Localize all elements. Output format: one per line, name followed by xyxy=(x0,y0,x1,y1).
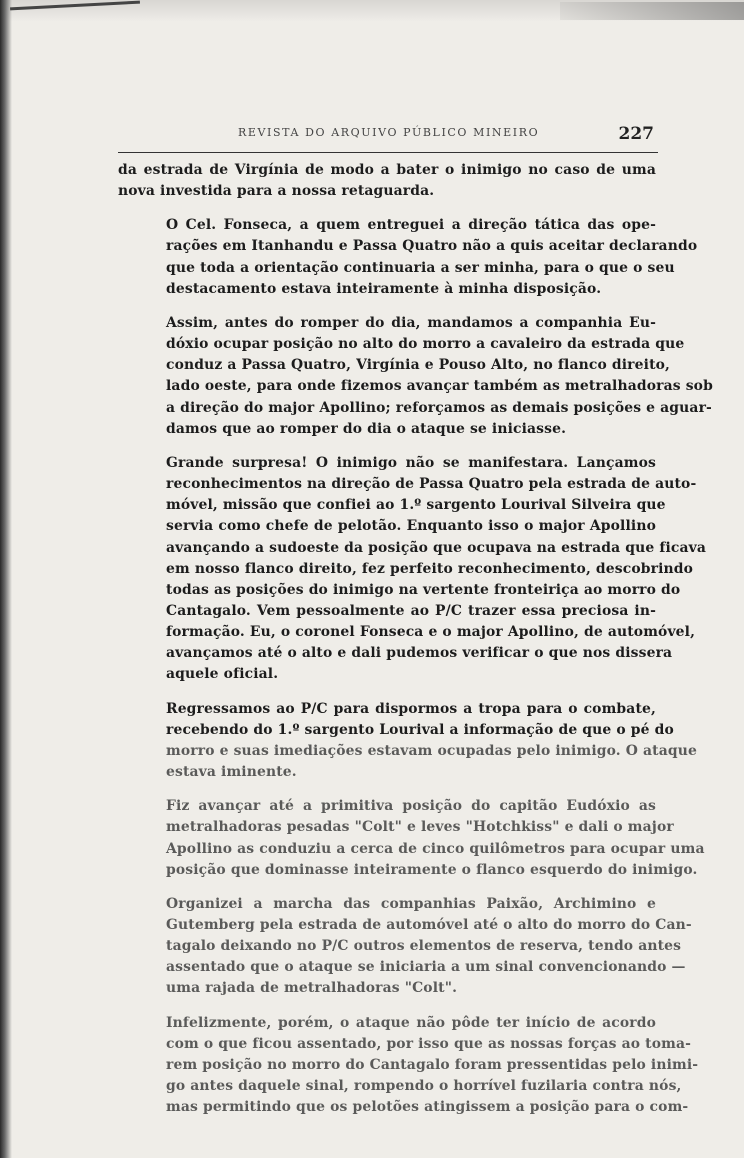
paragraph-2 xyxy=(118,215,698,300)
text-line: mas permitindo que os pelotões atingissem a posição para o com- xyxy=(166,1099,689,1116)
text-line: avançamos até o alto e dali pudemos verificar o que nos dissera xyxy=(166,645,673,662)
text-line: formação. Eu, o coronel Fonseca e o major Apollino, de automóvel, xyxy=(166,624,696,641)
text-line: tagalo deixando no P/C outros elementos de reserva, tendo antes xyxy=(166,938,682,955)
text-line: Cantagalo. Vem pessoalmente ao P/C trazer essa preciosa in- xyxy=(166,602,656,619)
paragraph-4 xyxy=(118,453,707,686)
text-line: Grande surpresa! O inimigo não se manifestara. Lançamos xyxy=(166,454,656,471)
page-number: 227 xyxy=(618,124,654,144)
paragraph-6 xyxy=(118,796,705,881)
text-line: Organizei a marcha das companhias Paixão, Archimino e xyxy=(166,895,656,912)
scan-smudge xyxy=(560,2,744,20)
text-line: recebendo do 1.º sargento Lourival a informação de que o pé do xyxy=(166,721,674,738)
paragraph-7 xyxy=(118,894,692,1000)
paragraph-5 xyxy=(118,699,697,784)
text-line: dóxio ocupar posição no alto do morro a cavaleiro da estrada que xyxy=(166,336,685,353)
text-line: assentado que o ataque se iniciaria a um sinal convencionando — xyxy=(166,959,686,976)
page-binding-edge xyxy=(0,0,12,1158)
paragraph-8 xyxy=(118,1013,699,1119)
text-line: Infelizmente, porém, o ataque não pôde ter início de acordo xyxy=(166,1014,656,1031)
text-line: a direção do major Apollino; reforçamos as demais posições e aguar- xyxy=(166,399,712,416)
text-line: Apollino as conduziu a cerca de cinco quilômetros para ocupar uma xyxy=(166,840,705,857)
text-line: da estrada de Virgínia de modo a bater o inimigo no caso de uma xyxy=(118,162,656,178)
text-line: servia como chefe de pelotão. Enquanto isso o major Apollino xyxy=(166,518,656,535)
text-line: Fiz avançar até a primitiva posição do capitão Eudóxio as xyxy=(166,798,656,815)
text-line: uma rajada de metralhadoras "Colt". xyxy=(166,980,458,997)
text-line: destacamento estava inteiramente à minha disposição. xyxy=(166,280,602,297)
text-line: metralhadoras pesadas "Colt" e leves "Hotchkiss" e dali o major xyxy=(166,819,674,836)
text-line: reconhecimentos na direção de Passa Quatro pela estrada de auto- xyxy=(166,476,697,493)
text-line: posição que dominasse inteiramente o flanco esquerdo do inimigo. xyxy=(166,861,698,878)
text-line: go antes daquele sinal, rompendo o horrível fuzilaria contra nós, xyxy=(166,1078,682,1095)
text-line: com o que ficou assentado, por isso que as nossas forças ao toma- xyxy=(166,1035,692,1052)
paragraph-3 xyxy=(118,313,713,440)
text-line: Assim, antes do romper do dia, mandamos a companhia Eu- xyxy=(166,314,656,331)
text-line: O Cel. Fonseca, a quem entreguei a direção tática das ope- xyxy=(166,217,656,234)
paragraph-1 xyxy=(118,160,656,202)
text-line: avançando a sudoeste da posição que ocupava na estrada que ficava xyxy=(166,539,707,556)
text-line: lado oeste, para onde fizemos avançar também as metralhadoras sob xyxy=(166,378,713,395)
running-header xyxy=(118,118,658,153)
text-line: rações em Itanhandu e Passa Quatro não a quis aceitar declarando xyxy=(166,238,698,255)
text-line: conduz a Passa Quatro, Virgínia e Pouso Alto, no flanco direito, xyxy=(166,357,671,374)
body-text xyxy=(118,160,713,1118)
text-line: Regressamos ao P/C para dispormos a tropa para o combate, xyxy=(166,700,656,717)
text-line: aquele oficial. xyxy=(166,666,279,683)
text-line: morro e suas imediações estavam ocupadas pelo inimigo. O ataque xyxy=(166,742,697,759)
text-line: estava iminente. xyxy=(166,764,297,781)
text-line: Gutemberg pela estrada de automóvel até o alto do morro do Can- xyxy=(166,917,692,933)
text-line: em nosso flanco direito, fez perfeito reconhecimento, descobrindo xyxy=(166,560,694,577)
text-line: todas as posições do inimigo na vertente fronteiriça ao morro do xyxy=(166,581,681,598)
text-line: móvel, missão que confiei ao 1.º sargento Lourival Silveira que xyxy=(166,497,666,514)
journal-title: REVISTA DO ARQUIVO PÚBLICO MINEIRO xyxy=(238,126,540,139)
text-line: rem posição no morro do Cantagalo foram pressentidas pelo inimi- xyxy=(166,1056,699,1073)
text-line: que toda a orientação continuaria a ser minha, para o que o seu xyxy=(166,259,675,276)
text-line: damos que ao romper do dia o ataque se iniciasse. xyxy=(166,420,567,437)
text-line: nova investida para a nossa retaguarda. xyxy=(118,183,435,200)
